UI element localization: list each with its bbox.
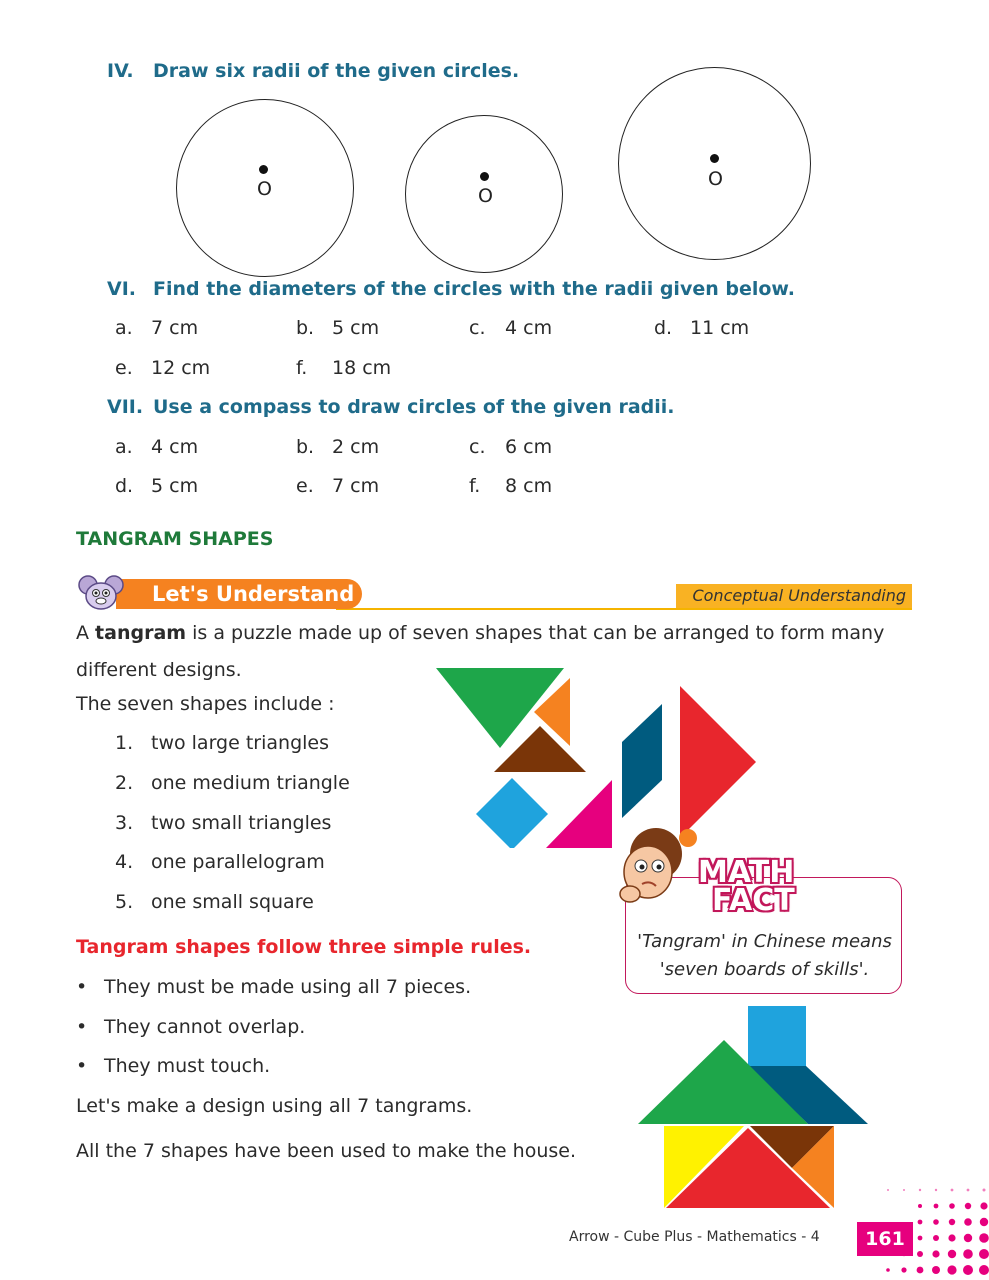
list-item: e. 12 cm: [115, 357, 211, 379]
list-item: 4. one parallelogram: [115, 851, 325, 873]
list-item: d. 5 cm: [115, 475, 199, 497]
list-item: 3. two small triangles: [115, 812, 332, 834]
list-item: f. 18 cm: [296, 357, 392, 379]
math-fact-title-line1: MATH: [698, 855, 795, 890]
house-chimney-square: [748, 1006, 806, 1066]
tangram-house-illustration: [636, 1004, 872, 1210]
tangram-pieces-illustration: [436, 668, 766, 848]
list-item: f. 8 cm: [469, 475, 553, 497]
closing-line-2: All the 7 shapes have been used to make the house.: [76, 1140, 577, 1162]
question-number: VII.: [107, 396, 144, 418]
rule-item: • They must be made using all 7 pieces.: [76, 976, 471, 998]
rule-item: • They must touch.: [76, 1055, 270, 1077]
circle-center-dot: [480, 172, 489, 181]
center-label: O: [257, 178, 272, 200]
shapes-intro: The seven shapes include :: [76, 693, 335, 715]
list-item: b. 2 cm: [296, 436, 380, 458]
list-item: a. 7 cm: [115, 317, 199, 339]
rules-title: Tangram shapes follow three simple rules.: [76, 936, 532, 958]
list-item: c. 6 cm: [469, 436, 553, 458]
center-label: O: [478, 185, 493, 207]
list-item: b. 5 cm: [296, 317, 380, 339]
banner-underline: [336, 608, 912, 610]
question-vii-heading: [107, 396, 675, 418]
question-vi-heading: [107, 278, 795, 300]
large-triangle-red: [680, 686, 756, 838]
footer-book-title: Arrow - Cube Plus - Mathematics - 4: [569, 1229, 820, 1245]
square-cyan: [476, 778, 548, 848]
list-item: e. 7 cm: [296, 475, 380, 497]
question-iv-heading: [107, 60, 519, 82]
question-text: Find the diameters of the circles with the radii given below.: [153, 278, 795, 300]
question-number: VI.: [107, 278, 136, 300]
math-fact-text: 'Tangram' in Chinese means 'seven boards of skills'.: [637, 931, 892, 980]
girl-thinking-icon: [608, 820, 698, 910]
list-item: a. 4 cm: [115, 436, 199, 458]
parallelogram-navy: [622, 704, 662, 818]
circle-3: [618, 67, 811, 260]
question-text: Use a compass to draw circles of the given radii.: [153, 396, 675, 418]
mouse-mascot-icon: [76, 575, 126, 611]
list-item: d. 11 cm: [654, 317, 750, 339]
list-item: c. 4 cm: [469, 317, 553, 339]
closing-line-1: Let's make a design using all 7 tangrams.: [76, 1095, 473, 1117]
conceptual-understanding-tag: Conceptual Understanding: [676, 584, 912, 608]
section-title: TANGRAM SHAPES: [76, 528, 274, 550]
small-triangle-magenta: [546, 780, 612, 848]
math-fact-title-line2: FACT: [712, 883, 795, 918]
rule-item: • They cannot overlap.: [76, 1016, 305, 1038]
page-number: 161: [857, 1222, 913, 1256]
lets-understand-banner: [76, 575, 912, 611]
banner-label: Let's Understand: [116, 579, 362, 609]
intro-paragraph: A tangram is a puzzle made up of seven shapes that can be arranged to form many different designs.: [76, 622, 885, 681]
circle-center-dot: [710, 154, 719, 163]
list-item: 2. one medium triangle: [115, 772, 350, 794]
tangram-term: tangram: [95, 622, 187, 644]
question-text: Draw six radii of the given circles.: [153, 60, 520, 82]
question-number: IV.: [107, 60, 134, 82]
circle-center-dot: [259, 165, 268, 174]
list-item: 1. two large triangles: [115, 732, 329, 754]
center-label: O: [708, 168, 723, 190]
list-item: 5. one small square: [115, 891, 314, 913]
